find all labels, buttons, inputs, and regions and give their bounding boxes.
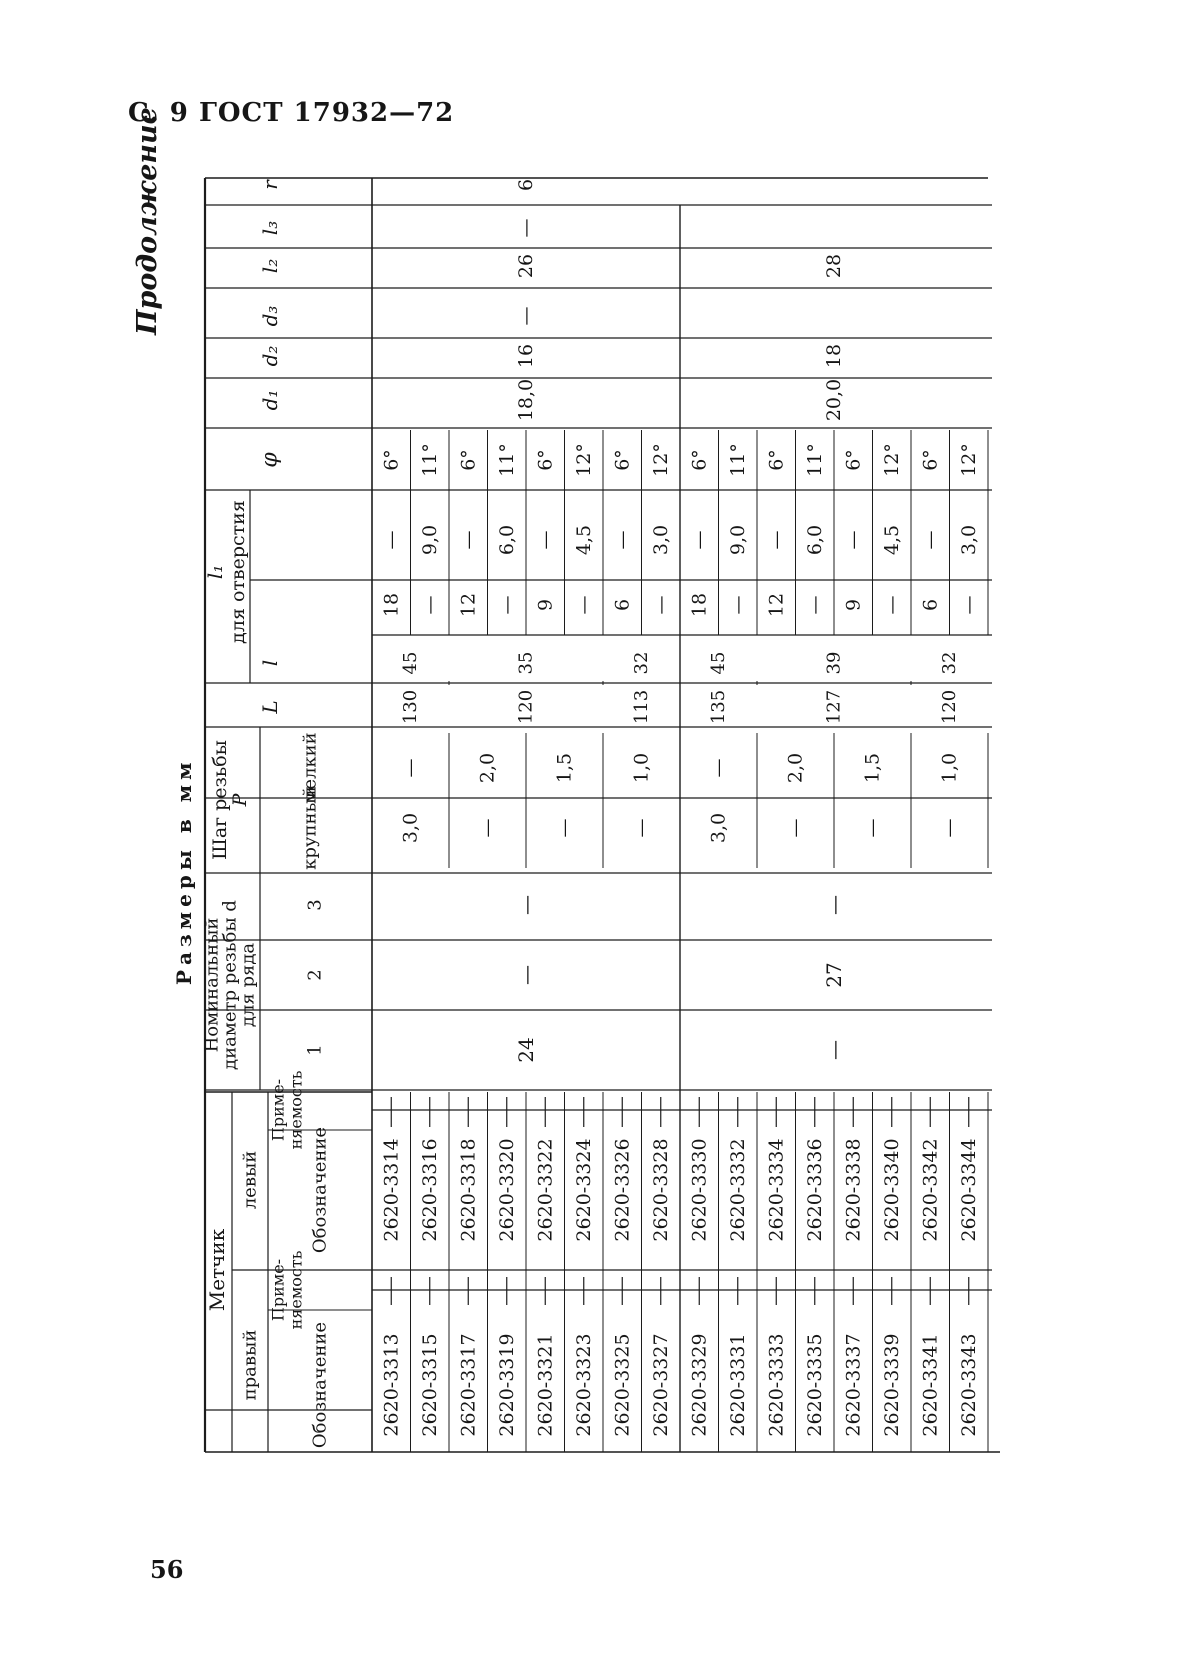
skv-value: 6 (611, 598, 634, 612)
glukh-value: — (457, 530, 480, 550)
glukh-value: 4,5 (880, 524, 903, 556)
d1-value: 20,0 (823, 378, 845, 422)
l-value: 39 (823, 651, 845, 675)
designation-right: 2620-3331 (726, 1333, 749, 1437)
dimensions-title: Размеры в мм (172, 757, 196, 985)
nominal-diameter-row3: — (514, 895, 538, 915)
header-L: L (258, 700, 282, 714)
coarse-pitch-value: — (630, 818, 653, 838)
coarse-pitch-value: — (476, 818, 499, 838)
designation-right: 2620-3315 (418, 1333, 441, 1437)
designation-left: 2620-3334 (765, 1138, 788, 1242)
designation-right: 2620-3329 (688, 1333, 711, 1437)
designation-right: 2620-3337 (842, 1333, 865, 1437)
header-primenyaemost-right: Приме- (268, 1258, 288, 1322)
designation-left: 2620-3320 (495, 1138, 518, 1242)
L-value: 127 (823, 689, 845, 725)
header-l1: l₁ (203, 564, 227, 580)
skv-value: 12 (457, 592, 480, 618)
designation-right: 2620-3341 (919, 1333, 942, 1437)
skv-value: 12 (765, 592, 788, 618)
header-levyy: левый (239, 1150, 261, 1210)
skv-value: 6 (919, 598, 942, 612)
designation-left: 2620-3330 (688, 1138, 711, 1242)
glukh-value: 3,0 (649, 524, 672, 556)
glukh-value: — (842, 530, 865, 550)
continuation-label: Продолжение (132, 107, 163, 335)
header-pravyy: правый (239, 1329, 261, 1401)
coarse-pitch-value: — (938, 818, 961, 838)
phi-value: 6° (611, 449, 634, 471)
designation-right: 2620-3335 (803, 1333, 826, 1437)
header-primenyaemost-right: няемость (286, 1250, 306, 1330)
phi-value: 6° (688, 449, 711, 471)
skv-value: — (726, 595, 749, 615)
fine-pitch-value: — (707, 758, 730, 778)
header-r: r (258, 180, 282, 190)
fine-pitch-value: 2,0 (476, 752, 499, 784)
phi-value: 6° (919, 449, 942, 471)
L-value: 130 (400, 689, 421, 725)
skv-value: — (880, 595, 903, 615)
designation-right: 2620-3343 (957, 1333, 980, 1437)
fine-pitch-value: 1,0 (938, 752, 961, 784)
header-nom-diam: для ряда (237, 942, 259, 1028)
l-value: 45 (400, 651, 421, 675)
glukh-value: — (534, 530, 557, 550)
skv-value: — (572, 595, 595, 615)
d2-value: 16 (515, 343, 537, 369)
designation-right: 2620-3319 (495, 1333, 518, 1437)
skv-value: — (957, 595, 980, 615)
phi-value: 11° (418, 443, 441, 477)
page-number: 56 (150, 1555, 184, 1584)
header-nom-diam: диаметр резьбы d (219, 900, 241, 1070)
header-primenyaemost-left: Приме- (268, 1078, 288, 1142)
designation-left: 2620-3318 (457, 1138, 480, 1242)
glukh-value: 6,0 (803, 524, 826, 556)
coarse-pitch-value: — (861, 818, 884, 838)
phi-value: 6° (457, 449, 480, 471)
header-oboznachenie-left: Обозначение (309, 1126, 331, 1254)
header-d2: d₂ (258, 345, 282, 367)
designation-left: 2620-3324 (572, 1138, 595, 1242)
header-melkiy: мелкий (299, 732, 321, 804)
coarse-pitch-value: 3,0 (399, 812, 422, 844)
L-value: 120 (515, 689, 537, 725)
fine-pitch-value: — (399, 758, 422, 778)
l2-value: 26 (515, 253, 537, 279)
designation-right: 2620-3313 (380, 1333, 403, 1437)
phi-value: 6° (380, 449, 403, 471)
fine-pitch-value: 1,5 (861, 752, 884, 784)
glukh-value: — (765, 530, 788, 550)
designation-right: 2620-3333 (765, 1333, 788, 1437)
phi-value: 11° (495, 443, 518, 477)
l-value: 45 (708, 651, 729, 675)
header-d1: d₁ (258, 389, 282, 411)
designation-left: 2620-3342 (919, 1138, 942, 1242)
glukh-value: — (380, 530, 403, 550)
designation-left: 2620-3322 (534, 1138, 557, 1242)
l-value: 35 (515, 651, 537, 675)
phi-value: 11° (803, 443, 826, 477)
header-shag: Шаг резьбы (209, 740, 231, 860)
d1-value: 18,0 (515, 378, 537, 422)
header-nom-diam: Номинальный (201, 917, 223, 1053)
nominal-diameter-row2: 27 (822, 962, 846, 988)
fine-pitch-value: 1,0 (630, 752, 653, 784)
skv-value: — (803, 595, 826, 615)
coarse-pitch-value: — (553, 818, 576, 838)
glukh-value: 9,0 (418, 524, 441, 556)
nominal-diameter-row3: — (822, 895, 846, 915)
header-d3: d₃ (258, 305, 282, 327)
d3-value: — (515, 306, 537, 326)
r-value: 6 (515, 178, 537, 192)
l-value: 32 (939, 651, 960, 675)
header-row-1: 1 (304, 1044, 326, 1056)
designation-left: 2620-3336 (803, 1138, 826, 1242)
designation-left: 2620-3338 (842, 1138, 865, 1242)
header-l3: l₃ (258, 220, 282, 236)
designation-left: 2620-3326 (611, 1138, 634, 1242)
header-l1-sub: для отверстия (227, 500, 249, 644)
nominal-diameter-row2: — (514, 965, 538, 985)
designation-right: 2620-3327 (649, 1333, 672, 1437)
glukh-value: 3,0 (957, 524, 980, 556)
header-row-3: 3 (304, 899, 326, 911)
coarse-pitch-value: — (784, 818, 807, 838)
glukh-value: 6,0 (495, 524, 518, 556)
skv-value: 18 (380, 592, 403, 618)
skv-value: 9 (534, 598, 557, 612)
phi-value: 12° (572, 443, 595, 477)
designation-right: 2620-3323 (572, 1333, 595, 1437)
phi-value: 6° (765, 449, 788, 471)
skv-value: — (649, 595, 672, 615)
header-row-2: 2 (304, 969, 326, 981)
fine-pitch-value: 1,5 (553, 752, 576, 784)
l3-value: — (515, 218, 537, 238)
L-value: 135 (708, 689, 729, 725)
phi-value: 12° (957, 443, 980, 477)
designation-left: 2620-3328 (649, 1138, 672, 1242)
phi-value: 11° (726, 443, 749, 477)
phi-value: 12° (880, 443, 903, 477)
l2-value: 28 (823, 253, 845, 279)
coarse-pitch-value: 3,0 (707, 812, 730, 844)
header-primenyaemost-left: няемость (286, 1070, 306, 1150)
phi-value: 6° (534, 449, 557, 471)
phi-value: 6° (842, 449, 865, 471)
designation-right: 2620-3321 (534, 1333, 557, 1437)
designation-left: 2620-3340 (880, 1138, 903, 1242)
glukh-value: 9,0 (726, 524, 749, 556)
nominal-diameter-row1: 24 (514, 1037, 538, 1063)
header-l2: l₂ (258, 258, 282, 274)
glukh-value: — (688, 530, 711, 550)
designation-left: 2620-3316 (418, 1138, 441, 1242)
designation-right: 2620-3325 (611, 1333, 634, 1437)
header-oboznachenie-right: Обозначение (309, 1321, 331, 1449)
nominal-diameter-row1: — (822, 1040, 846, 1060)
skv-value: 18 (688, 592, 711, 618)
fine-pitch-value: 2,0 (784, 752, 807, 784)
designation-left: 2620-3344 (957, 1138, 980, 1242)
page-header: С. 9 ГОСТ 17932—72 (128, 98, 455, 128)
header-krupnyy: крупный (299, 786, 321, 870)
L-value: 113 (631, 689, 652, 725)
designation-left: 2620-3332 (726, 1138, 749, 1242)
header-l-small: l (258, 659, 282, 667)
l-value: 32 (631, 651, 652, 675)
glukh-value: 4,5 (572, 524, 595, 556)
skv-value: — (418, 595, 441, 615)
designation-right: 2620-3317 (457, 1333, 480, 1437)
designation-left: 2620-3314 (380, 1138, 403, 1242)
d2-value: 18 (823, 343, 845, 369)
glukh-value: — (919, 530, 942, 550)
designation-right: 2620-3339 (880, 1333, 903, 1437)
L-value: 120 (939, 689, 960, 725)
header-shag-p: P (229, 793, 251, 807)
skv-value: 9 (842, 598, 865, 612)
header-phi: φ (257, 452, 283, 468)
skv-value: — (495, 595, 518, 615)
glukh-value: — (611, 530, 634, 550)
phi-value: 12° (649, 443, 672, 477)
header-metchik: Метчик (205, 1228, 229, 1312)
